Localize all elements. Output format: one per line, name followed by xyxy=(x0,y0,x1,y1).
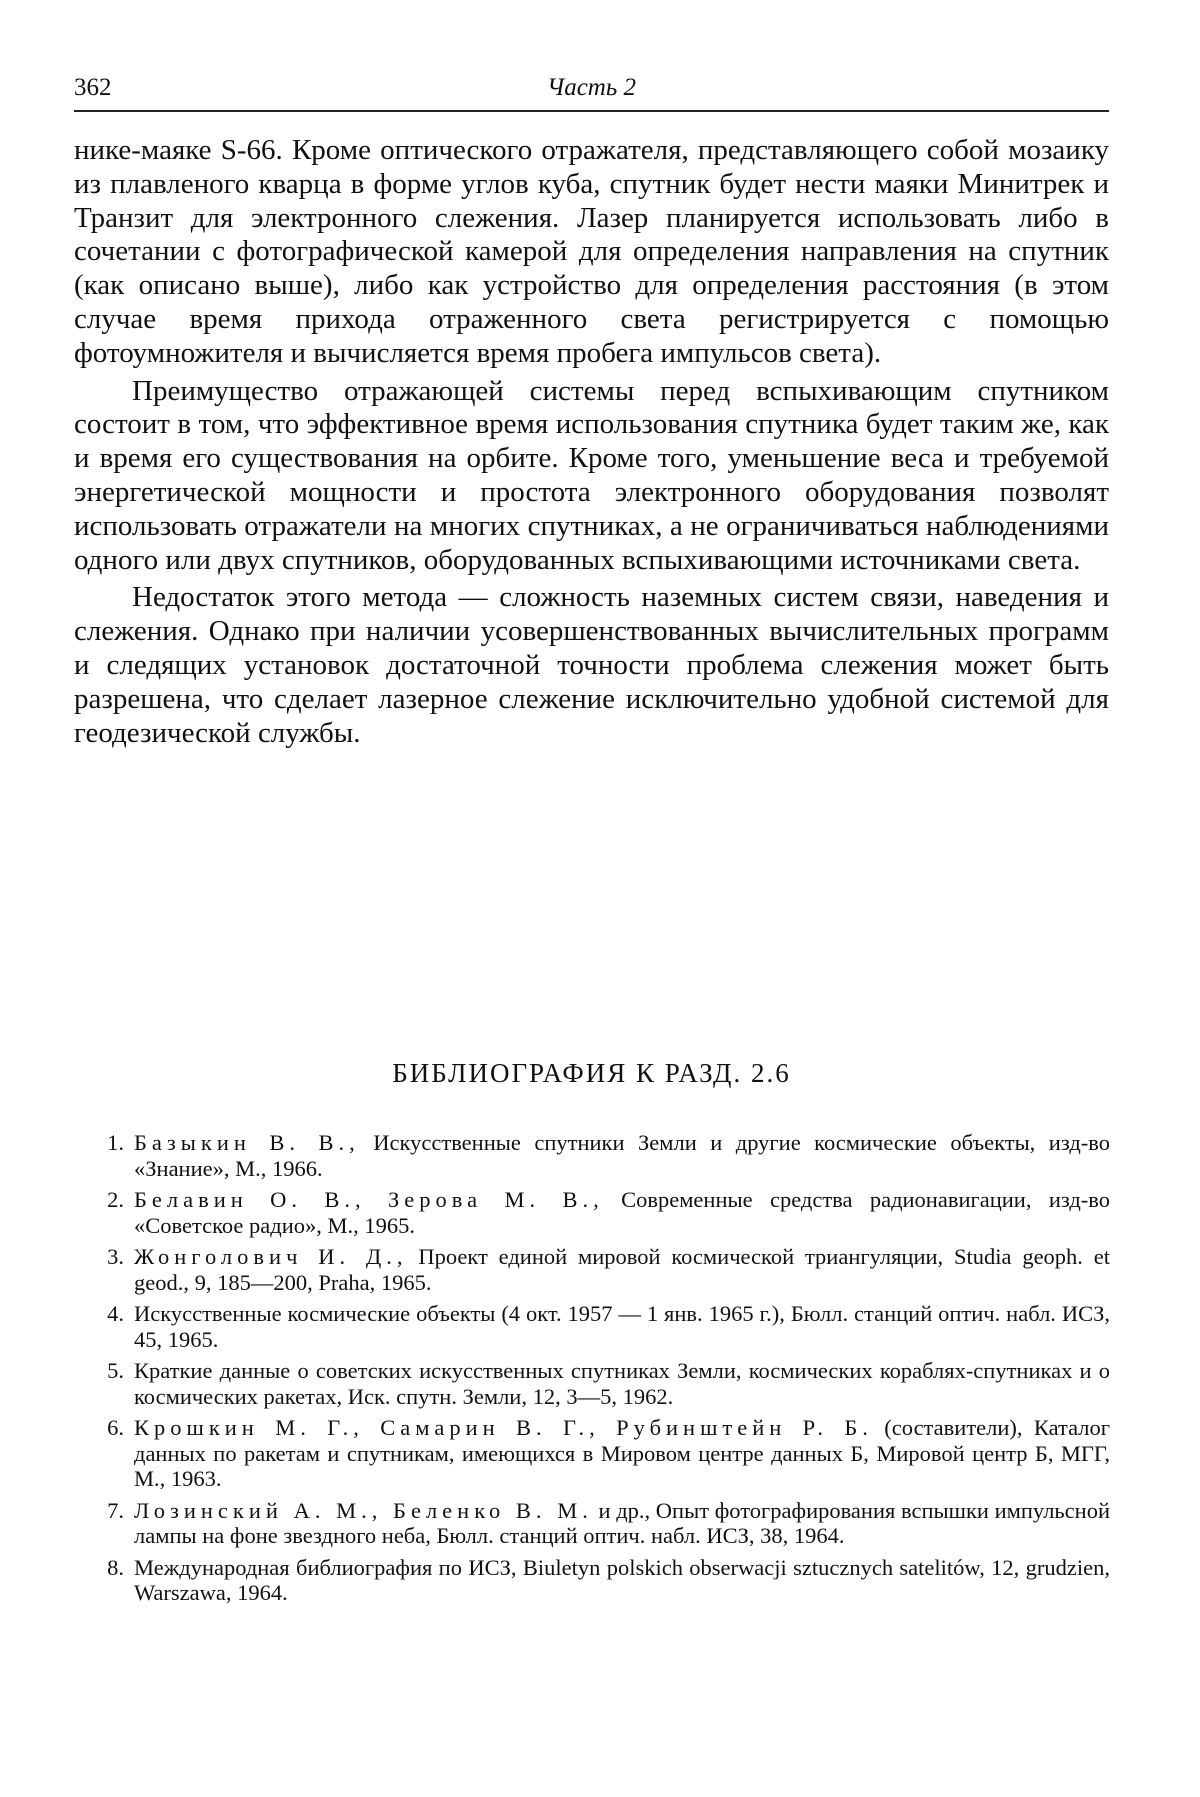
item-number: 5. xyxy=(107,1358,124,1383)
citation-text: (составители), Каталог данных по ракетам и спутникам, имеющихся в Мировом центре данных Б, Мировой центр Б, МГГ, М., 1963. xyxy=(134,1415,1110,1491)
paragraph: Преимущество отражающей системы перед вспыхивающим спутником состоит в том, что эффективное время использования спутника будет таким же, как и время его существования на орбите. Кроме того, уменьшение веса и требуемой энергетической мощности и простота электронного оборудования позволят использовать отражатели на многих спутниках, а не ограничиваться наблюдениями одного или двух спутников, оборудованных вспыхивающими источниками света. xyxy=(74,374,1109,576)
bibliography-heading: БИБЛИОГРАФИЯ К РАЗД. 2.6 xyxy=(392,1058,791,1088)
item-number: 1. xyxy=(107,1130,124,1155)
authors: Крошкин М. Г., Самарин В. Г., Рубинштейн Р. Б. xyxy=(134,1415,873,1440)
bibliography-item xyxy=(88,1555,1110,1606)
bibliography-item xyxy=(88,1358,1110,1409)
page-number: 362 xyxy=(74,74,112,101)
bibliography-item xyxy=(88,1415,1110,1492)
running-head xyxy=(74,70,1109,112)
authors: Жонголович И. Д., xyxy=(134,1244,408,1269)
authors: Белавин О. В., Зерова М. В., xyxy=(134,1187,604,1212)
citation-text: Международная библиография по ИСЗ, Biuletyn polskich obserwacji sztucznych satelitów, 12, grudzien, Warszawa, 1964. xyxy=(134,1554,1110,1605)
paragraph: нике-маяке S-66. Кроме оптического отражателя, представляющего собой мозаику из плавленого кварца в форме углов куба, спутник будет нести маяки Минитрек и Транзит для электронного слежения. Лазер планируется использовать либо в сочетании с фотографической камерой для определения направления на спутник (как описано выше), либо как устройство для определения расстояния (в этом случае время прихода отраженного света регистрируется с помощью фотоумножителя и вычисляется время пробега импульсов света). xyxy=(74,134,1109,369)
authors: Лозинский А. М., Беленко В. М. xyxy=(134,1497,593,1523)
citation-text: Искусственные спутники Земли и другие космические объекты, изд-во «Знание», М., 1966. xyxy=(134,1130,1110,1181)
bibliography-item xyxy=(88,1498,1110,1549)
item-number: 4. xyxy=(107,1301,124,1326)
bibliography-item xyxy=(88,1301,1110,1352)
citation-text: Искусственные космические объекты (4 окт. 1957 — 1 янв. 1965 г.), Бюлл. станций оптич. набл. ИСЗ, 45, 1965. xyxy=(134,1301,1110,1352)
section-label: Часть 2 xyxy=(546,74,636,101)
item-number: 8. xyxy=(107,1554,124,1580)
item-number: 7. xyxy=(107,1497,124,1523)
paragraph: Недостаток этого метода — сложность наземных систем связи, наведения и слежения. Однако при наличии усовершенствованных вычислительных программ и следящих установок достаточной точности проблема слежения может быть разрешена, что сделает лазерное слежение исключительно удобной системой для геодезической службы. xyxy=(74,581,1109,749)
item-number: 3. xyxy=(107,1244,124,1269)
bibliography-item xyxy=(88,1130,1110,1181)
citation-text: и др., Опыт фотографирования вспышки импульсной лампы на фоне звездного неба, Бюлл. станций оптич. набл. ИСЗ, 38, 1964. xyxy=(134,1497,1111,1548)
item-number: 6. xyxy=(107,1415,124,1440)
citation-text: Проект единой мировой космической триангуляции, Studia geoph. et geod., 9, 185—200, Praha, 1965. xyxy=(134,1244,1110,1295)
bibliography-list xyxy=(88,1130,1110,1612)
authors: Базыкин В. В., xyxy=(134,1130,360,1155)
citation-text: Современные средства радионавигации, изд-во «Советское радио», М., 1965. xyxy=(134,1187,1110,1238)
bibliography-item xyxy=(88,1187,1110,1238)
item-number: 2. xyxy=(107,1187,124,1212)
body-text xyxy=(74,134,1109,754)
bibliography-item xyxy=(88,1244,1110,1295)
citation-text: Краткие данные о советских искусственных спутниках Земли, космических кораблях-спутниках и о космических ракетах, Иск. спутн. Земли, 12, 3—5, 1962. xyxy=(134,1358,1110,1409)
